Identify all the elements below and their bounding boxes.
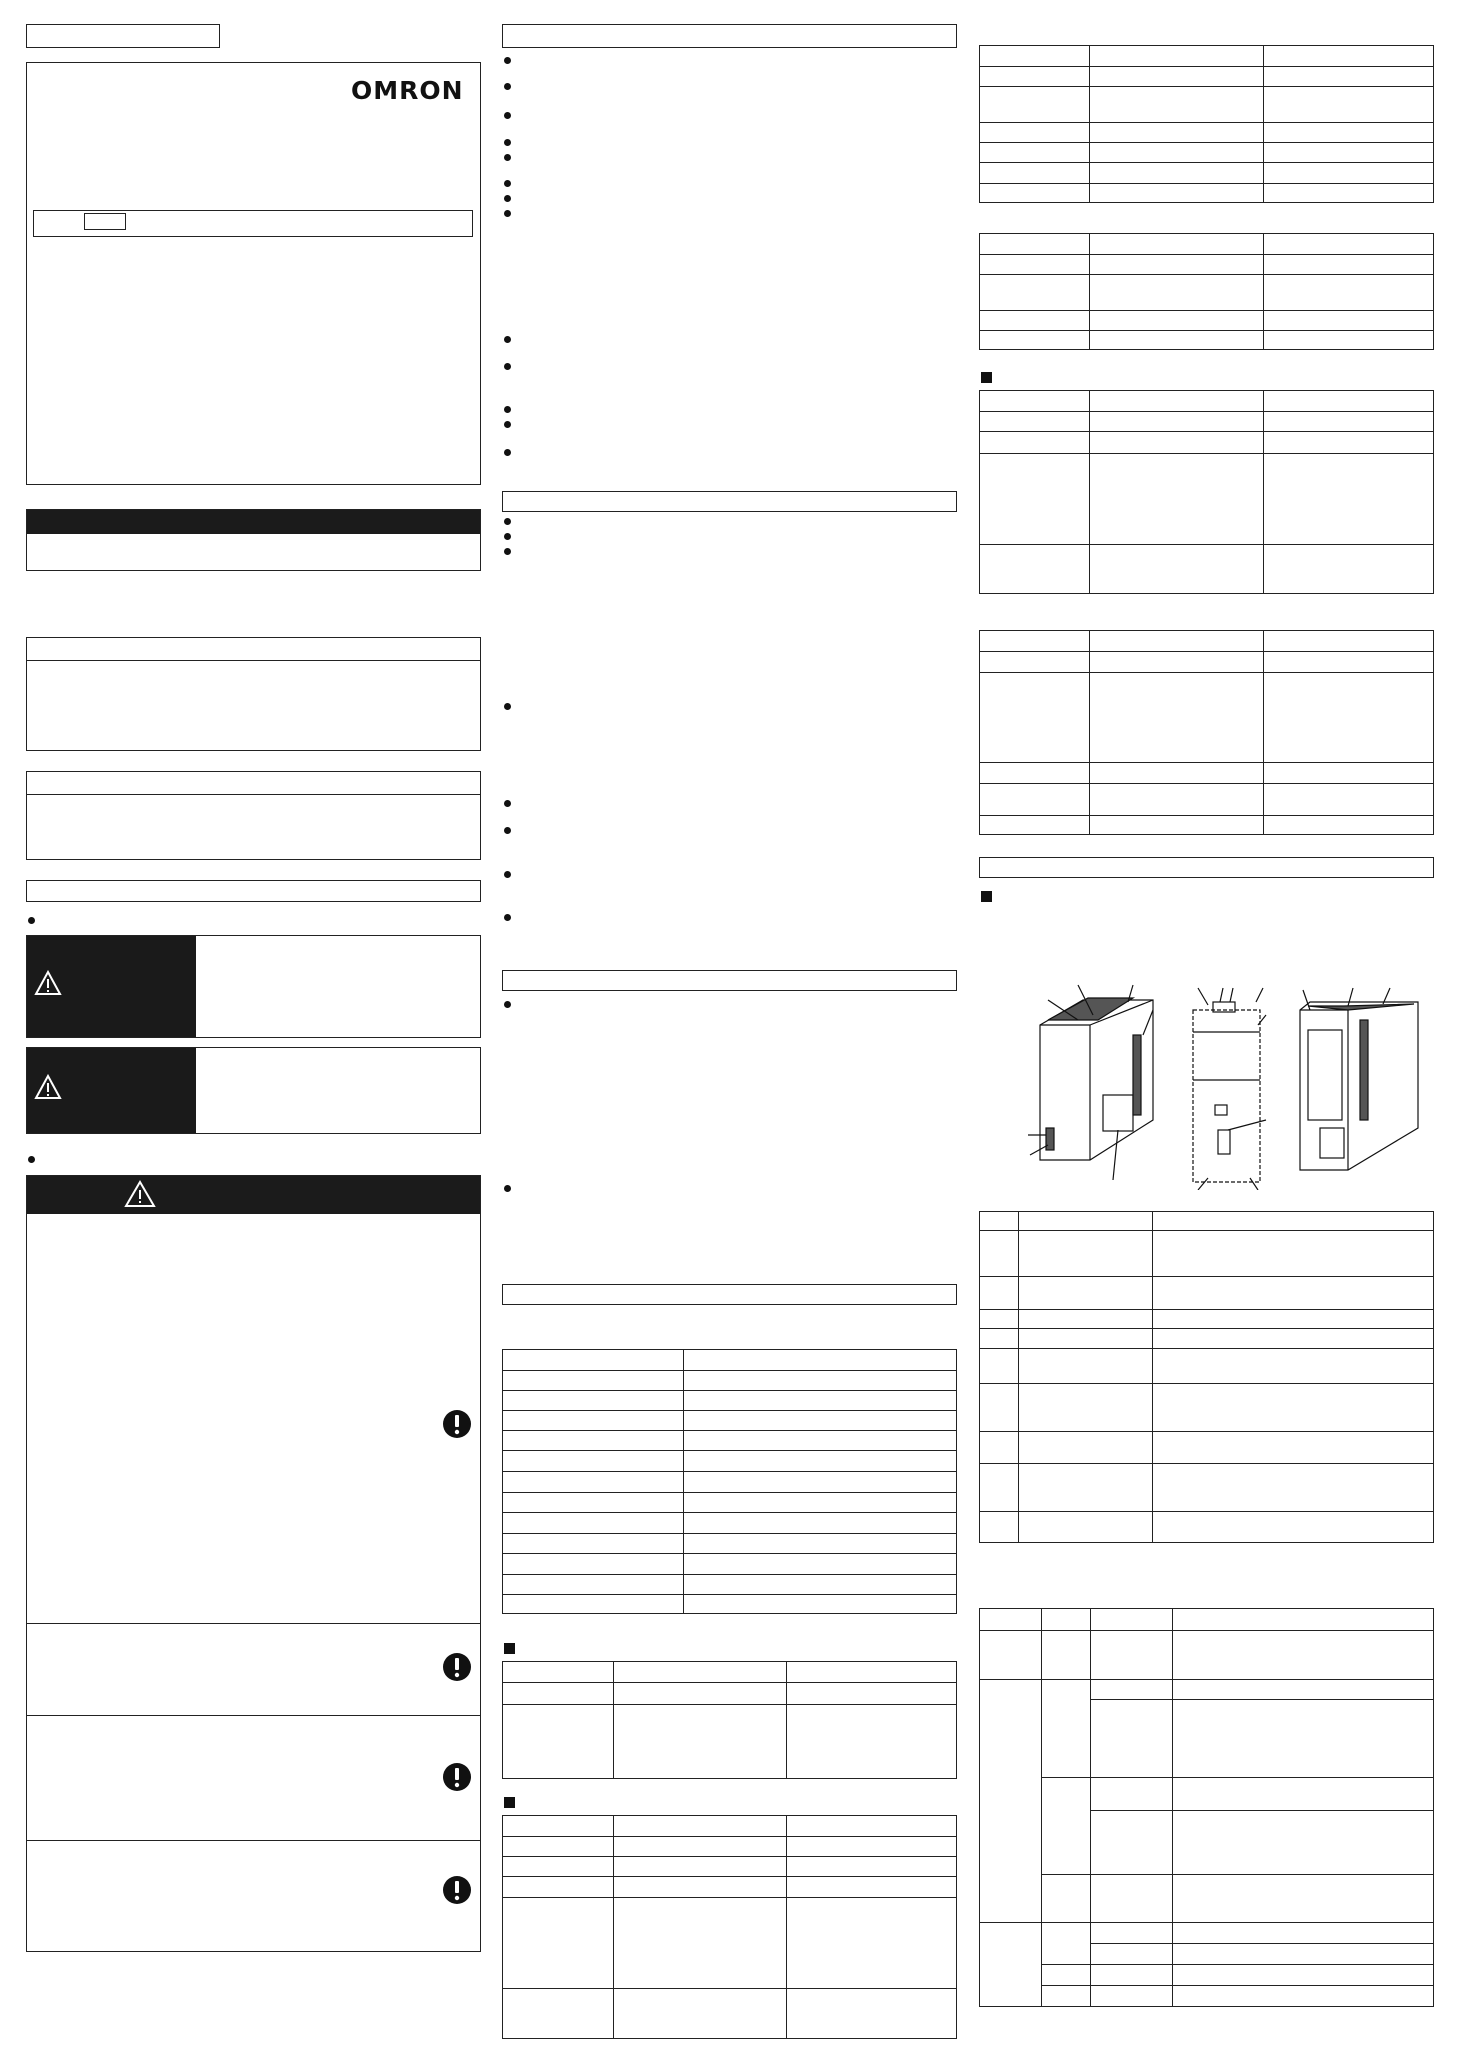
bullet [504, 336, 511, 343]
caution-header-bar [27, 1176, 480, 1214]
section-header-precautions [502, 24, 957, 48]
table-c [502, 1815, 957, 2039]
indicator-table [979, 1608, 1434, 2007]
section-header-3 [502, 970, 957, 991]
bullet [504, 827, 511, 834]
bullet [504, 703, 511, 710]
bullet [504, 1185, 511, 1192]
bullet [28, 917, 35, 924]
table-e [979, 233, 1434, 350]
bullet [504, 154, 511, 161]
bullet [504, 449, 511, 456]
bullet [504, 112, 511, 119]
table-b [502, 1661, 957, 1779]
bullet [504, 363, 511, 370]
model-number-field [84, 213, 126, 230]
bullet [504, 57, 511, 64]
bullet [504, 83, 511, 90]
bullet [504, 800, 511, 807]
document-number-box [26, 24, 220, 48]
exclamation-circle-icon [442, 1875, 472, 1905]
section-header-3 [26, 880, 481, 902]
bullet [504, 518, 511, 525]
section-header-specifications [502, 1284, 957, 1305]
section-marker [504, 1797, 515, 1808]
section-header-2 [502, 491, 957, 512]
bullet [504, 195, 511, 202]
warning-triangle-icon [34, 1074, 62, 1100]
bullet [504, 180, 511, 187]
table-g [979, 630, 1434, 835]
exclamation-circle-icon [442, 1409, 472, 1439]
table-d [979, 45, 1434, 203]
section-box-2 [26, 771, 481, 860]
warning-triangle-icon [34, 970, 62, 996]
notice-box [26, 509, 481, 571]
bullet [504, 139, 511, 146]
bullet [504, 548, 511, 555]
section-marker [981, 372, 992, 383]
warning-triangle-icon [124, 1180, 156, 1208]
notice-header-bar [27, 510, 480, 534]
omron-logo: OMRON [351, 76, 464, 105]
bullet [28, 1156, 35, 1163]
section-marker [504, 1643, 515, 1654]
bullet [504, 210, 511, 217]
bullet [504, 421, 511, 428]
warning-box-2 [26, 1047, 481, 1134]
section-box-1 [26, 637, 481, 751]
caution-box [26, 1175, 481, 1952]
unit-illustration [1018, 980, 1428, 1190]
warning-box-1 [26, 935, 481, 1038]
spec-table [502, 1349, 957, 1614]
exclamation-circle-icon [442, 1762, 472, 1792]
section-header-nomenclature [979, 857, 1434, 878]
table-f [979, 390, 1434, 594]
bullet [504, 533, 511, 540]
section-marker [981, 891, 992, 902]
nomenclature-table [979, 1211, 1434, 1543]
cover-frame [26, 62, 481, 485]
exclamation-circle-icon [442, 1652, 472, 1682]
bullet [504, 406, 511, 413]
bullet [504, 1001, 511, 1008]
bullet [504, 914, 511, 921]
bullet [504, 871, 511, 878]
